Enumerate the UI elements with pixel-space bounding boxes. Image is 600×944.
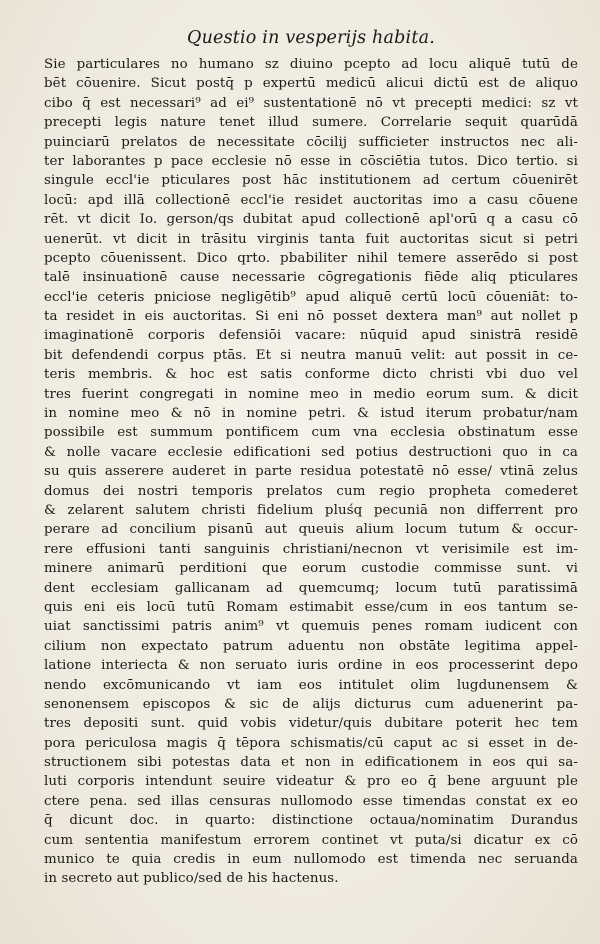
page-heading: Questio in vesperijs habita. [187, 28, 435, 48]
text-line: bēt cōuenire. Sicut postq̄ p expertū medicū alicui dictū est de aliquo [44, 76, 578, 92]
text-line: domus dei nostri temporis prelatos cum regio propheta comederet [44, 483, 578, 499]
text-line: luti corporis intendunt seuire videatur & pro eo q̄ bene arguunt ple [44, 774, 578, 790]
text-line: pora periculosa magis q̄ tēpora schismatis/cū caput ac si esset in de- [44, 735, 578, 751]
text-line: cilium non expectato patrum aduentu non obstāte legitima appel- [44, 638, 578, 654]
text-line: bit defendendi corpus ptās. Et si neutra manuū velit: aut possit in ce- [44, 347, 578, 363]
text-line: puinciarū prelatos de necessitate cōcilij sufficieter instructos nec ali- [44, 134, 578, 150]
text-line: perare ad concilium pisanū aut queuis alium locum tutum & occur- [44, 522, 578, 538]
text-line: & zelarent salutem christi fidelium pluśq pecuniā non differrent pro [44, 502, 578, 518]
text-line: structionem sibi potestas data et non in edificationem in eos qui sa- [44, 755, 578, 771]
text-line: quis eni eis locū tutū Romam estimabit esse/cum in eos tantum se- [44, 599, 578, 615]
text-line: possibile est summum pontificem cum vna ecclesia obstinatum esse [44, 425, 578, 441]
text-line: cibo q̄ est necessari⁹ ad ei⁹ sustentationē nō vt precepti medici: sz vt [44, 95, 578, 111]
text-line: ter laborantes p pace ecclesie nō esse in cōsciētia tutos. Dico tertio. si [44, 153, 578, 169]
text-line: pcepto cōuenissent. Dico qrto. pbabiliter nihil temere asserēdo si post [44, 250, 578, 266]
text-line: Sie particulares no humano sz diuino pcepto ad locu aliquē tutū de [44, 57, 578, 72]
text-line: uenerūt. vt dicit in trāsitu virginis tanta fuit auctoritas sicut si petri [44, 231, 578, 247]
text-line: nendo excōmunicando vt iam eos intitulet olim lugdunensem & [44, 677, 578, 693]
text-line: in nomine meo & nō in nomine petri. & istud iterum probatur/nam [44, 406, 578, 422]
text-line: rēt. vt dicit Io. gerson/qs dubitat apud collectionē apl'orū q a casu cō [44, 212, 578, 228]
text-line: su quis asserere auderet in parte residua potestatē nō esse/ vtinā zelus [44, 464, 578, 480]
text-line: precepti legis nature tenet illud sumere. Correlarie sequit quarūdā [44, 115, 578, 131]
text-line: uiat sanctissimi patris anim⁹ vt quemuis penes romam iudicent con [44, 619, 578, 635]
text-line: latione interiecta & non seruato iuris ordine in eos processerint depo [44, 658, 578, 674]
text-line: q̄ dicunt doc. in quarto: distinctione octaua/nominatim Durandus [44, 813, 578, 829]
text-line: locū: apd illā collectionē eccl'ie residet auctoritas imo a casu cōuene [44, 192, 578, 208]
text-line: dent ecclesiam gallicanam ad quemcumq; locum tutū paratissimā [44, 580, 578, 596]
text-line: imaginationē corporis defensiōi vacare: nūquid apud sinistrā residē [44, 328, 578, 344]
text-line: eccl'ie ceteris pniciose negligētib⁹ apud aliquē certū locū cōueniāt: to- [44, 289, 578, 305]
text-line: cum sententia manifestum errorem continet vt puta/si dicatur ex cō [44, 832, 578, 848]
text-line: ctere pena. sed illas censuras nullomodo esse timendas constat ex eo [44, 793, 578, 809]
text-line: senonensem episcopos & sic de alijs dicturus cum aduenerint pa- [44, 696, 578, 712]
text-line: in secreto aut publico/sed de his hactenus. [44, 871, 339, 887]
text-line: ta residet in eis auctoritas. Si eni nō posset dextera man⁹ aut nollet p [44, 309, 578, 325]
text-line: teris membris. & hoc est satis conforme dicto christi vbi duo vel [44, 367, 578, 383]
text-line: rere effusioni tanti sanguinis christiani/necnon vt verisimile est im- [44, 541, 578, 557]
text-line: talē insinuationē cause necessarie cōgregationis fiēde aliq pticulares [44, 270, 578, 286]
text-line: tres depositi sunt. quid vobis videtur/quis dubitare poterit hec tem [44, 716, 578, 732]
text-line: minere animarū perditioni que eorum custodie commisse sunt. vi [44, 561, 578, 577]
text-line: tres fuerint congregati in nomine meo in medio eorum sum. & dicit [44, 386, 578, 402]
text-line: & nolle vacare ecclesie edificationi sed potius destructioni quo in ca [44, 444, 578, 460]
text-line: munico te quia credis in eum nullomodo est timenda nec seruanda [44, 852, 578, 868]
text-body [44, 55, 578, 889]
text-line: singule eccl'ie pticulares post hāc institutionem ad certum cōuenirēt [44, 173, 578, 189]
